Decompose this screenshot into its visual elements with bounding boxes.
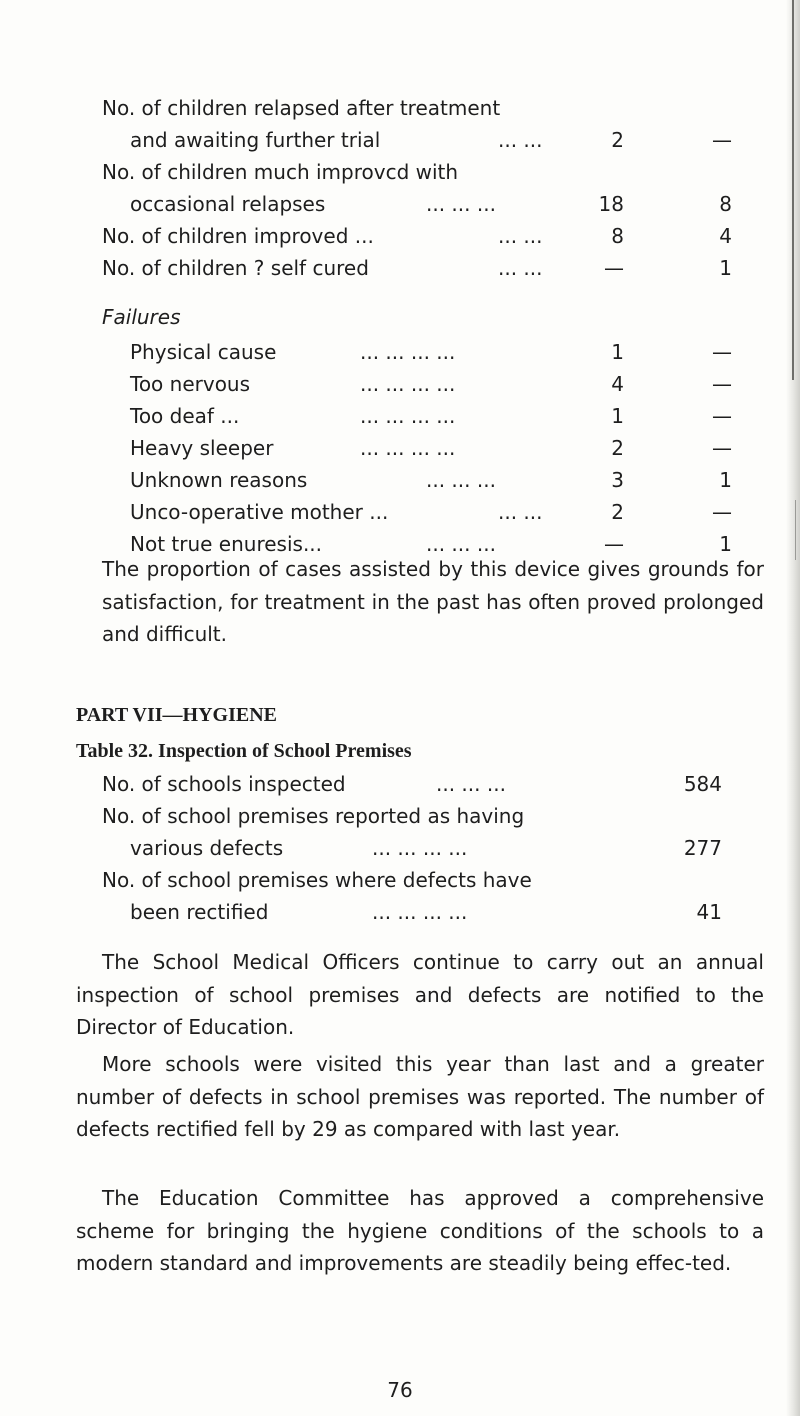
count-secondary: 4 (719, 224, 732, 248)
paragraph: The School Medical Officers continue to carry out an annual inspection of school premises and defects are notified to the Director of Education. (76, 950, 764, 1039)
row-label: No. of school premises reported as having (102, 804, 525, 828)
count-secondary: 8 (719, 192, 732, 216)
row-label: Not true enuresis... (130, 532, 323, 556)
leader-dots: ... ... ... (426, 532, 496, 556)
count-children: 3 (611, 468, 624, 492)
table-row (130, 400, 740, 432)
count-secondary: 1 (719, 256, 732, 280)
table-row (130, 336, 740, 368)
count-children: 8 (611, 224, 624, 248)
leader-dots: ... ... ... ... (360, 404, 456, 428)
table-row (130, 464, 740, 496)
leader-dots: ... ... ... ... (360, 436, 456, 460)
inspection-value: 41 (696, 900, 722, 924)
leader-dots: ... ... ... (426, 468, 496, 492)
row-label: Physical cause (130, 340, 277, 364)
paragraph: The Education Committee has approved a comprehensive scheme for bringing the hygiene conditions of the schools to a modern standard and improvements are steadily being effec-ted. (76, 1186, 764, 1275)
table-row (130, 496, 740, 528)
page-number: 76 (387, 1378, 413, 1402)
count-children: 2 (611, 436, 624, 460)
paragraph (102, 553, 764, 651)
count-children: 2 (611, 500, 624, 524)
row-label: Unco-operative mother ... (130, 500, 389, 524)
count-children: 18 (598, 192, 624, 216)
count-children: 2 (611, 128, 624, 152)
row-label: Unknown reasons (130, 468, 308, 492)
table-row (102, 92, 500, 124)
table-row (102, 768, 722, 800)
table-row (130, 368, 740, 400)
leader-dots: ... ... (498, 256, 543, 280)
leader-dots: ... ... ... ... (372, 900, 468, 924)
count-secondary: — (712, 436, 732, 460)
table-row (130, 432, 740, 464)
paragraph-text: The proportion of cases assisted by this device gives grounds for satisfaction, for treatment in the past has often proved prolonged and difficult. (102, 557, 764, 646)
table-row (102, 864, 532, 896)
leader-dots: ... ... ... (426, 192, 496, 216)
row-label: Too nervous (130, 372, 251, 396)
count-secondary: — (712, 340, 732, 364)
row-label: No. of children much improvcd with (102, 160, 459, 184)
leader-dots: ... ... ... (436, 772, 506, 796)
count-secondary: 1 (719, 532, 732, 556)
row-label: occasional relapses (130, 192, 326, 216)
leader-dots: ... ... (498, 224, 543, 248)
count-children: 1 (611, 340, 624, 364)
inspection-value: 584 (683, 772, 722, 796)
failures-heading: Failures (102, 305, 181, 329)
count-children: — (604, 532, 624, 556)
table-row (102, 220, 740, 252)
paragraph: More schools were visited this year than last and a greater number of defects in school premises was reported. The number of defects rectified fell by 29 as compared with last year. (76, 1052, 764, 1141)
leader-dots: ... ... ... ... (372, 836, 468, 860)
row-label: been rectified (130, 900, 269, 924)
count-children: 4 (611, 372, 624, 396)
row-label: Too deaf ... (130, 404, 240, 428)
row-label: No. of schools inspected (102, 772, 346, 796)
section-heading: PART VII—HYGIENE (76, 704, 278, 726)
leader-dots: ... ... (498, 500, 543, 524)
row-label: various defects (130, 836, 284, 860)
count-children: 1 (611, 404, 624, 428)
table-heading: Table 32. Inspection of School Premises (76, 740, 412, 762)
row-label: No. of children improved ... (102, 224, 374, 248)
table-row (130, 188, 740, 220)
leader-dots: ... ... ... ... (360, 372, 456, 396)
table-row (130, 896, 722, 928)
leader-dots: ... ... ... ... (360, 340, 456, 364)
page-edge-line (795, 500, 796, 560)
row-label: No. of children relapsed after treatment (102, 96, 501, 120)
table-row (102, 156, 458, 188)
count-secondary: — (712, 372, 732, 396)
row-label: No. of children ? self cured (102, 256, 369, 280)
count-secondary: — (712, 128, 732, 152)
count-children: — (604, 256, 624, 280)
count-secondary: 1 (719, 468, 732, 492)
row-label: and awaiting further trial (130, 128, 381, 152)
page-edge-line (792, 0, 794, 380)
count-secondary: — (712, 404, 732, 428)
row-label: No. of school premises where defects have (102, 868, 532, 892)
row-label: Heavy sleeper (130, 436, 274, 460)
inspection-value: 277 (683, 836, 722, 860)
table-row (102, 800, 524, 832)
table-row (102, 252, 740, 284)
leader-dots: ... ... (498, 128, 543, 152)
table-row (130, 832, 722, 864)
count-secondary: — (712, 500, 732, 524)
table-row (130, 124, 740, 156)
